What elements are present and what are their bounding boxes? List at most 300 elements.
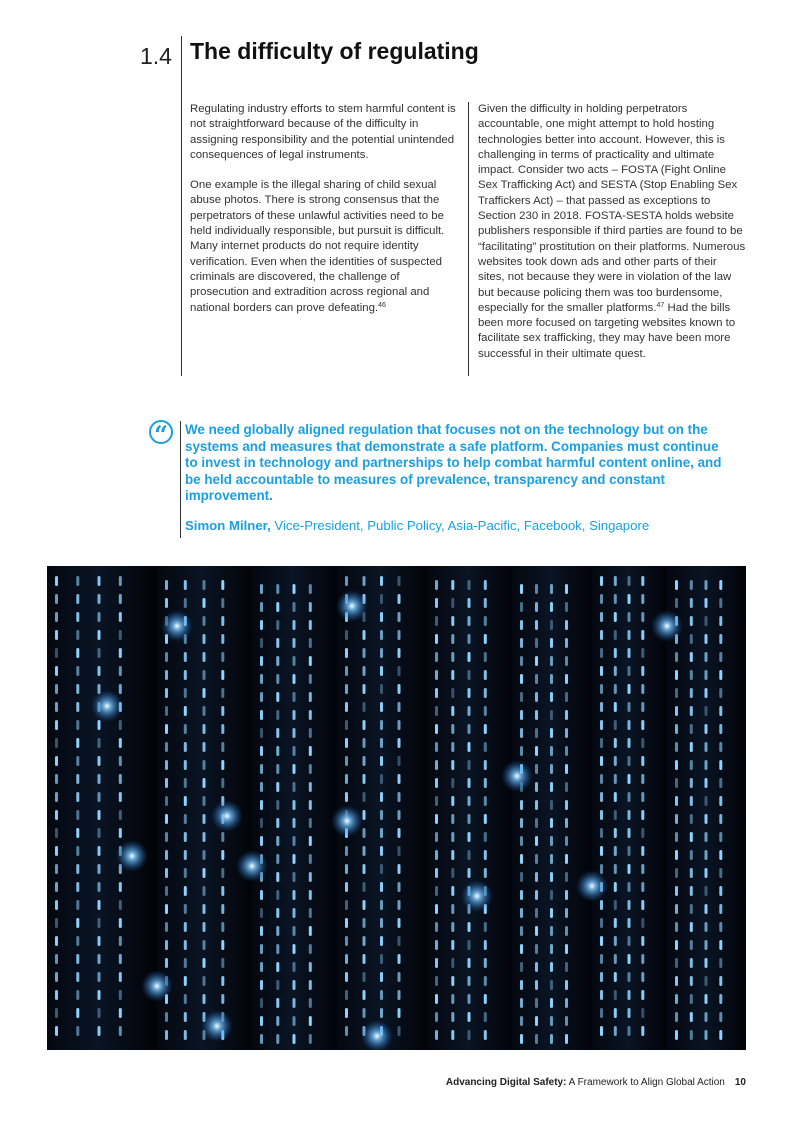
led-slot [719, 616, 722, 626]
led-slot [535, 674, 538, 684]
led-slot [380, 684, 383, 694]
led-slot [55, 1026, 58, 1036]
led-slot [260, 1034, 263, 1044]
led-slot [345, 1026, 348, 1036]
led-slot [675, 670, 678, 680]
led-slot [203, 886, 206, 896]
led-slot [675, 958, 678, 968]
light-flare [211, 800, 243, 832]
led-slot [600, 990, 603, 1000]
led-slot [55, 972, 58, 982]
led-slot [345, 774, 348, 784]
led-slot [276, 1034, 279, 1044]
led-slot [55, 702, 58, 712]
led-slot [165, 886, 168, 896]
led-slot [614, 828, 617, 838]
led-slot [550, 620, 553, 630]
led-slot [628, 774, 631, 784]
led-slot [76, 612, 79, 622]
led-slot [565, 854, 568, 864]
led-slot [550, 692, 553, 702]
led-slot [119, 810, 122, 820]
led-slot [363, 972, 366, 982]
led-slot [345, 792, 348, 802]
led-slot [705, 688, 708, 698]
led-slot [55, 720, 58, 730]
quote-divider [180, 421, 181, 538]
led-slot [203, 994, 206, 1004]
led-slot [221, 904, 224, 914]
led-slot [451, 760, 454, 770]
led-slot [550, 854, 553, 864]
led-slot [293, 746, 296, 756]
led-slot [451, 904, 454, 914]
led-slot [203, 778, 206, 788]
led-slot [550, 980, 553, 990]
led-slot [55, 828, 58, 838]
led-slot [550, 782, 553, 792]
led-slot [293, 620, 296, 630]
led-slot [203, 976, 206, 986]
led-slot [719, 706, 722, 716]
led-slot [451, 652, 454, 662]
led-slot [641, 990, 644, 1000]
led-slot [309, 890, 312, 900]
led-slot [363, 900, 366, 910]
quote-author: Simon Milner, [185, 518, 271, 533]
led-slot [484, 814, 487, 824]
led-slot [203, 814, 206, 824]
led-slot [468, 832, 471, 842]
led-slot [520, 962, 523, 972]
led-slot [675, 814, 678, 824]
led-slot [55, 846, 58, 856]
led-slot [435, 1030, 438, 1040]
led-slot [98, 612, 101, 622]
led-slot [345, 576, 348, 586]
led-slot [184, 598, 187, 608]
page-number: 10 [734, 1077, 746, 1088]
led-slot [276, 962, 279, 972]
led-slot [221, 616, 224, 626]
led-slot [276, 890, 279, 900]
led-slot [641, 1008, 644, 1018]
led-slot [641, 648, 644, 658]
led-slot [628, 810, 631, 820]
led-slot [468, 652, 471, 662]
led-slot [535, 602, 538, 612]
led-slot [345, 972, 348, 982]
led-slot [535, 764, 538, 774]
led-slot [675, 724, 678, 734]
led-slot [484, 598, 487, 608]
led-slot [380, 900, 383, 910]
led-slot [363, 846, 366, 856]
led-slot [398, 756, 401, 766]
led-slot [705, 940, 708, 950]
led-slot [98, 918, 101, 928]
led-slot [628, 756, 631, 766]
led-slot [705, 1030, 708, 1040]
led-slot [276, 674, 279, 684]
led-slot [451, 976, 454, 986]
led-slot [614, 918, 617, 928]
led-slot [520, 800, 523, 810]
led-slot [435, 778, 438, 788]
led-slot [600, 792, 603, 802]
led-slot [565, 710, 568, 720]
led-slot [719, 850, 722, 860]
led-slot [203, 652, 206, 662]
led-slot [345, 936, 348, 946]
server-rack-illustration [47, 566, 746, 1050]
led-slot [484, 616, 487, 626]
led-slot [276, 620, 279, 630]
led-slot [260, 944, 263, 954]
led-slot [221, 994, 224, 1004]
led-slot [184, 904, 187, 914]
led-slot [484, 688, 487, 698]
led-slot [628, 684, 631, 694]
led-slot [184, 814, 187, 824]
led-slot [203, 796, 206, 806]
led-slot [165, 1030, 168, 1040]
led-slot [600, 810, 603, 820]
led-slot [119, 828, 122, 838]
led-slot [203, 922, 206, 932]
led-slot [484, 706, 487, 716]
led-slot [55, 684, 58, 694]
led-slot [363, 990, 366, 1000]
led-slot [565, 1034, 568, 1044]
led-slot [76, 828, 79, 838]
led-slot [380, 810, 383, 820]
led-slot [719, 958, 722, 968]
led-slot [675, 886, 678, 896]
led-slot [628, 846, 631, 856]
led-slot [55, 900, 58, 910]
led-slot [260, 800, 263, 810]
led-slot [398, 900, 401, 910]
led-slot [76, 1008, 79, 1018]
led-slot [675, 688, 678, 698]
led-slot [484, 670, 487, 680]
led-slot [98, 792, 101, 802]
led-slot [550, 602, 553, 612]
led-slot [398, 702, 401, 712]
led-slot [719, 598, 722, 608]
led-slot [520, 944, 523, 954]
body-paragraph-text: Given the difficulty in holding perpetrators accountable, one might attempt to hold hosting technologies better into account. However, this is challenging in terms of practicality and ultimate impact. Consider two acts – FOSTA (Fight Online Sex Trafficking Act) and SESTA (Stop Enabling Sex Traffickers Act) – that passed as exceptions to Section 230 in 2018. FOSTA-SESTA holds website publishers responsible if third parties are found to be “facilitating” prostitution on their platforms. Numerous websites took down ads and other parts of their sites, not because they were in violation of the law but because policing them was too burdensome, especially for the smaller platforms. [478, 103, 746, 314]
led-slot [260, 764, 263, 774]
led-slot [98, 774, 101, 784]
led-slot [705, 652, 708, 662]
led-slot [484, 868, 487, 878]
footnote-ref[interactable]: 46 [378, 301, 386, 309]
led-slot [435, 886, 438, 896]
led-slot [345, 882, 348, 892]
led-slot [293, 890, 296, 900]
led-slot [451, 580, 454, 590]
led-slot [435, 994, 438, 1004]
led-slot [184, 976, 187, 986]
body-paragraph: Regulating industry efforts to stem harmful content is not straightforward because of the difficulty in assigning responsibility and the potential unintended consequences of legal instruments. [190, 103, 456, 161]
led-slot [451, 724, 454, 734]
led-slot [276, 692, 279, 702]
led-slot [309, 692, 312, 702]
led-slot [451, 688, 454, 698]
led-slot [614, 792, 617, 802]
body-paragraph-text: One example is the illegal sharing of child sexual abuse photos. There is strong consensus that the perpetrators of these unlawful activities need to be held individually responsible, but pursuit is difficult. Many internet products do not require identity verification. Even when the identities of suspected criminals are discovered, the challenge of prosecution and extradition across regional and national borders can prove defeating. [190, 179, 445, 314]
led-slot [260, 836, 263, 846]
led-slot [203, 904, 206, 914]
led-slot [184, 724, 187, 734]
led-slot [535, 962, 538, 972]
led-slot [628, 738, 631, 748]
led-slot [55, 936, 58, 946]
led-slot [260, 998, 263, 1008]
led-slot [398, 684, 401, 694]
led-slot [380, 576, 383, 586]
led-slot [398, 774, 401, 784]
led-slot [165, 922, 168, 932]
led-slot [600, 954, 603, 964]
led-slot [276, 656, 279, 666]
led-slot [600, 936, 603, 946]
led-slot [309, 836, 312, 846]
led-slot [705, 904, 708, 914]
led-slot [484, 652, 487, 662]
led-slot [184, 670, 187, 680]
led-slot [535, 620, 538, 630]
led-slot [675, 850, 678, 860]
led-slot [293, 872, 296, 882]
led-slot [719, 976, 722, 986]
led-slot [309, 1034, 312, 1044]
led-slot [719, 778, 722, 788]
led-slot [221, 886, 224, 896]
led-slot [535, 710, 538, 720]
led-slot [293, 656, 296, 666]
quote-attribution [185, 518, 649, 533]
led-slot [221, 724, 224, 734]
led-slot [520, 998, 523, 1008]
led-slot [535, 872, 538, 882]
led-slot [276, 782, 279, 792]
led-slot [468, 598, 471, 608]
led-slot [705, 742, 708, 752]
led-slot [535, 818, 538, 828]
led-slot [435, 688, 438, 698]
led-slot [380, 702, 383, 712]
led-slot [260, 908, 263, 918]
led-slot [468, 706, 471, 716]
led-slot [520, 818, 523, 828]
light-flare [201, 1010, 233, 1042]
led-slot [451, 958, 454, 968]
led-slot [309, 602, 312, 612]
led-slot [705, 634, 708, 644]
led-slot [184, 886, 187, 896]
led-slot [614, 882, 617, 892]
led-slot [398, 990, 401, 1000]
led-slot [260, 710, 263, 720]
led-slot [614, 630, 617, 640]
led-slot [641, 900, 644, 910]
led-slot [309, 656, 312, 666]
light-flare [336, 590, 368, 622]
led-slot [550, 926, 553, 936]
led-slot [468, 976, 471, 986]
light-flare [501, 760, 533, 792]
led-slot [614, 720, 617, 730]
led-slot [719, 652, 722, 662]
led-slot [690, 1030, 693, 1040]
led-slot [719, 922, 722, 932]
led-slot [435, 616, 438, 626]
led-slot [690, 904, 693, 914]
led-slot [535, 944, 538, 954]
led-slot [435, 652, 438, 662]
led-slot [276, 944, 279, 954]
led-slot [380, 882, 383, 892]
led-slot [641, 792, 644, 802]
led-slot [520, 1034, 523, 1044]
led-slot [565, 782, 568, 792]
led-slot [550, 710, 553, 720]
led-slot [345, 666, 348, 676]
pull-quote: We need globally aligned regulation that focuses not on the technology but on the systems and measures that demonstrate a safe platform. Companies must continue to invest in technology and partnerships to help combat harmful content online, and be held accountable to measures of prevalence, transparency and constant improvement. [185, 422, 722, 504]
led-slot [380, 612, 383, 622]
led-slot [293, 692, 296, 702]
led-slot [293, 962, 296, 972]
led-slot [260, 692, 263, 702]
led-slot [484, 940, 487, 950]
led-slot [628, 612, 631, 622]
led-slot [98, 828, 101, 838]
led-slot [550, 656, 553, 666]
led-slot [484, 976, 487, 986]
led-slot [641, 1026, 644, 1036]
led-slot [675, 778, 678, 788]
led-slot [719, 940, 722, 950]
led-slot [535, 746, 538, 756]
led-slot [260, 926, 263, 936]
led-slot [468, 1030, 471, 1040]
led-slot [184, 580, 187, 590]
led-slot [165, 958, 168, 968]
led-slot [641, 972, 644, 982]
led-slot [184, 706, 187, 716]
led-slot [719, 760, 722, 770]
led-slot [520, 872, 523, 882]
led-slot [276, 836, 279, 846]
led-slot [309, 926, 312, 936]
led-slot [451, 922, 454, 932]
led-slot [520, 638, 523, 648]
led-slot [345, 864, 348, 874]
led-slot [628, 630, 631, 640]
led-slot [690, 994, 693, 1004]
led-slot [550, 638, 553, 648]
led-slot [293, 980, 296, 990]
led-slot [76, 684, 79, 694]
led-slot [165, 742, 168, 752]
led-slot [345, 702, 348, 712]
led-slot [520, 584, 523, 594]
led-slot [276, 638, 279, 648]
led-slot [565, 908, 568, 918]
led-slot [690, 670, 693, 680]
led-slot [260, 638, 263, 648]
led-slot [520, 1016, 523, 1026]
led-slot [55, 666, 58, 676]
led-slot [565, 656, 568, 666]
led-slot [690, 1012, 693, 1022]
led-slot [221, 580, 224, 590]
section-number: 1.4 [140, 42, 172, 69]
led-slot [484, 1030, 487, 1040]
led-slot [221, 832, 224, 842]
led-slot [380, 720, 383, 730]
led-slot [203, 742, 206, 752]
led-slot [260, 602, 263, 612]
led-slot [276, 818, 279, 828]
led-slot [221, 634, 224, 644]
led-slot [628, 702, 631, 712]
body-paragraph [478, 102, 746, 362]
led-slot [203, 832, 206, 842]
led-slot [520, 602, 523, 612]
led-slot [76, 864, 79, 874]
led-slot [705, 814, 708, 824]
led-slot [119, 612, 122, 622]
led-slot [165, 904, 168, 914]
led-slot [705, 598, 708, 608]
led-slot [98, 738, 101, 748]
led-slot [628, 990, 631, 1000]
led-slot [184, 652, 187, 662]
led-slot [309, 710, 312, 720]
led-slot [398, 594, 401, 604]
led-slot [468, 1012, 471, 1022]
led-slot [98, 900, 101, 910]
led-slot [221, 598, 224, 608]
led-slot [184, 796, 187, 806]
led-slot [293, 782, 296, 792]
led-slot [451, 1012, 454, 1022]
led-slot [451, 832, 454, 842]
led-slot [468, 670, 471, 680]
led-slot [435, 868, 438, 878]
led-slot [165, 580, 168, 590]
led-slot [690, 616, 693, 626]
led-slot [614, 756, 617, 766]
led-slot [260, 1016, 263, 1026]
led-slot [565, 800, 568, 810]
led-slot [76, 972, 79, 982]
led-slot [641, 576, 644, 586]
led-slot [641, 702, 644, 712]
led-slot [535, 908, 538, 918]
led-slot [309, 908, 312, 918]
led-slot [641, 882, 644, 892]
led-slot [565, 944, 568, 954]
led-slot [380, 630, 383, 640]
led-slot [398, 810, 401, 820]
led-slot [221, 850, 224, 860]
footnote-ref[interactable]: 47 [656, 301, 665, 309]
